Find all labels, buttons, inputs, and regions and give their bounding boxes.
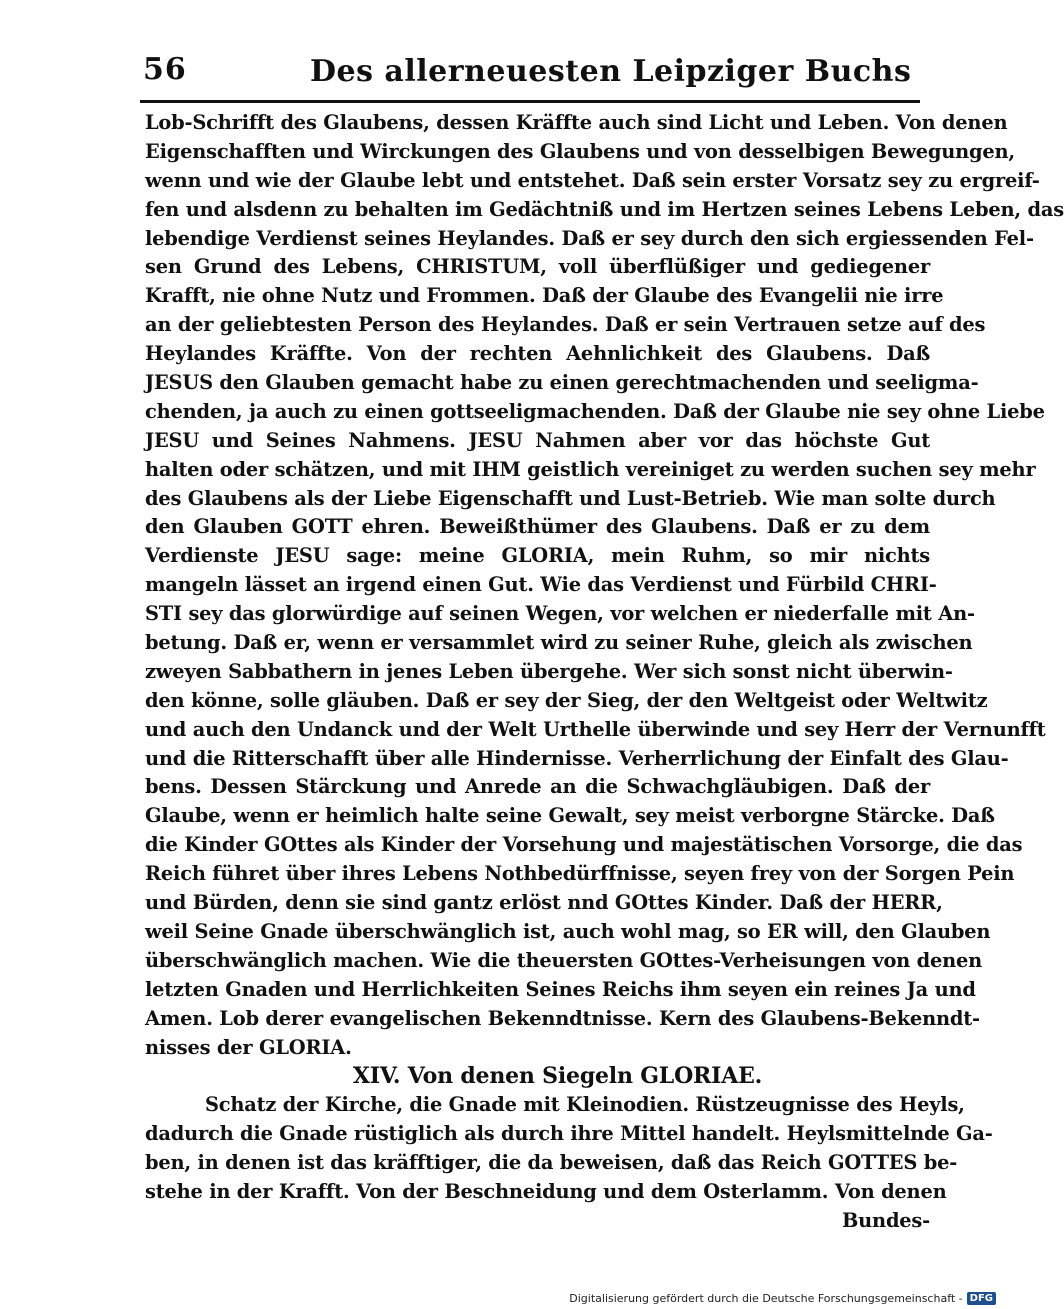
text-line: den Glauben GOTT ehren. Beweißthümer des Glaubens. Daß er zu dem	[145, 515, 930, 539]
digitization-credit	[569, 1292, 996, 1305]
text-line: an der geliebtesten Person des Heylandes. Daß er sein Vertrauen setze auf des	[145, 313, 986, 337]
text-line: Schatz der Kirche, die Gnade mit Kleinodien. Rüstzeugnisse des Heyls,	[205, 1093, 965, 1117]
text-line: überschwänglich machen. Wie die theuersten GOttes-Verheisungen von denen	[145, 948, 983, 972]
catchword: Bundes-	[841, 1208, 930, 1232]
text-line: und Bürden, denn sie sind gantz erlöst nnd GOttes Kinder. Daß der HERR,	[145, 891, 943, 915]
body-text	[145, 109, 1064, 1236]
text-line: und die Ritterschafft über alle Hindernisse. Verherrlichung der Einfalt des Glau-	[145, 746, 1009, 770]
text-line: nisses der GLORIA.	[145, 1035, 352, 1059]
text-line: Lob-Schrifft des Glaubens, dessen Kräffte auch sind Licht und Leben. Von denen	[145, 111, 1008, 134]
text-line: wenn und wie der Glaube lebt und entstehet. Daß sein erster Vorsatz sey zu ergreif-	[145, 168, 1040, 192]
text-line: Reich führet über ihres Lebens Nothbedürffnisse, seyen frey von der Sorgen Pein	[145, 862, 1015, 886]
text-line: dadurch die Gnade rüstiglich als durch ihre Mittel handelt. Heylsmittelnde Ga-	[145, 1122, 993, 1146]
running-title: Des allerneuesten Leipziger Buchs	[310, 54, 912, 89]
text-line: Verdienste JESU sage: meine GLORIA, mein Ruhm, so mir nichts	[145, 544, 930, 568]
text-line: weil Seine Gnade überschwänglich ist, auch wohl mag, so ER will, den Glauben	[145, 919, 991, 943]
text-line: sen Grund des Lebens, CHRISTUM, voll überflüßiger und gediegener	[145, 255, 930, 279]
text-line: ben, in denen ist das kräfftiger, die da beweisen, daß das Reich GOTTES be-	[145, 1151, 958, 1175]
text-line: STI sey das glorwürdige auf seinen Wegen, vor welchen er niederfalle mit An-	[145, 602, 975, 626]
text-line: und auch den Undanck und der Welt Urthelle überwinde und sey Herr der Vernunfft	[145, 717, 1046, 741]
text-line: bens. Dessen Stärckung und Anrede an die Schwachgläubigen. Daß der	[145, 775, 930, 799]
page-number: 56	[143, 52, 187, 87]
text-line: lebendige Verdienst seines Heylandes. Daß er sey durch den sich ergiessenden Fel-	[145, 226, 1034, 250]
section-heading: XIV. Von denen Siegeln GLORIAE.	[352, 1063, 763, 1090]
text-line: fen und alsdenn zu behalten im Gedächtniß und im Hertzen seines Lebens Leben, das	[145, 197, 1064, 221]
credit-text: Digitalisierung gefördert durch die Deutsche Forschungsgemeinschaft -	[569, 1292, 963, 1305]
text-line: halten oder schätzen, und mit IHM geistlich vereiniget zu werden suchen sey mehr	[145, 457, 1036, 481]
text-line: Amen. Lob derer evangelischen Bekenndtnisse. Kern des Glaubens-Bekenndt-	[145, 1006, 980, 1030]
text-line: Eigenschafften und Wirckungen des Glaubens und von desselbigen Bewegungen,	[145, 139, 1015, 163]
text-line: Glaube, wenn er heimlich halte seine Gewalt, sey meist verborgne Stärcke. Daß	[145, 804, 995, 828]
text-line: des Glaubens als der Liebe Eigenschafft und Lust-Betrieb. Wie man solte durch	[145, 486, 996, 510]
dfg-logo: DFG	[967, 1292, 996, 1305]
text-line: Heylandes Kräffte. Von der rechten Aehnlichkeit des Glaubens. Daß	[145, 342, 930, 366]
text-line: mangeln lässet an irgend einen Gut. Wie das Verdienst und Fürbild CHRI-	[145, 573, 937, 597]
text-line: JESUS den Glauben gemacht habe zu einen gerechtmachenden und seeligma-	[145, 371, 979, 395]
text-line: Krafft, nie ohne Nutz und Frommen. Daß der Glaube des Evangelii nie irre	[145, 284, 944, 308]
text-line: den könne, solle gläuben. Daß er sey der Sieg, der den Weltgeist oder Weltwitz	[145, 688, 988, 712]
text-line: betung. Daß er, wenn er versammlet wird zu seiner Ruhe, gleich als zwischen	[145, 631, 973, 655]
text-line: stehe in der Krafft. Von der Beschneidung und dem Osterlamm. Von denen	[145, 1179, 947, 1203]
text-line: JESU und Seines Nahmens. JESU Nahmen aber vor das höchste Gut	[145, 428, 930, 452]
text-line: chenden, ja auch zu einen gottseeligmachenden. Daß der Glaube nie sey ohne Liebe	[145, 399, 1045, 423]
text-line: zweyen Sabbathern in jenes Leben übergehe. Wer sich sonst nicht überwin-	[145, 659, 953, 683]
text-line: die Kinder GOttes als Kinder der Vorsehung und majestätischen Vorsorge, die das	[145, 833, 1023, 857]
text-line: letzten Gnaden und Herrlichkeiten Seines Reichs ihm seyen ein reines Ja und	[145, 977, 976, 1001]
header-rule	[140, 100, 920, 103]
